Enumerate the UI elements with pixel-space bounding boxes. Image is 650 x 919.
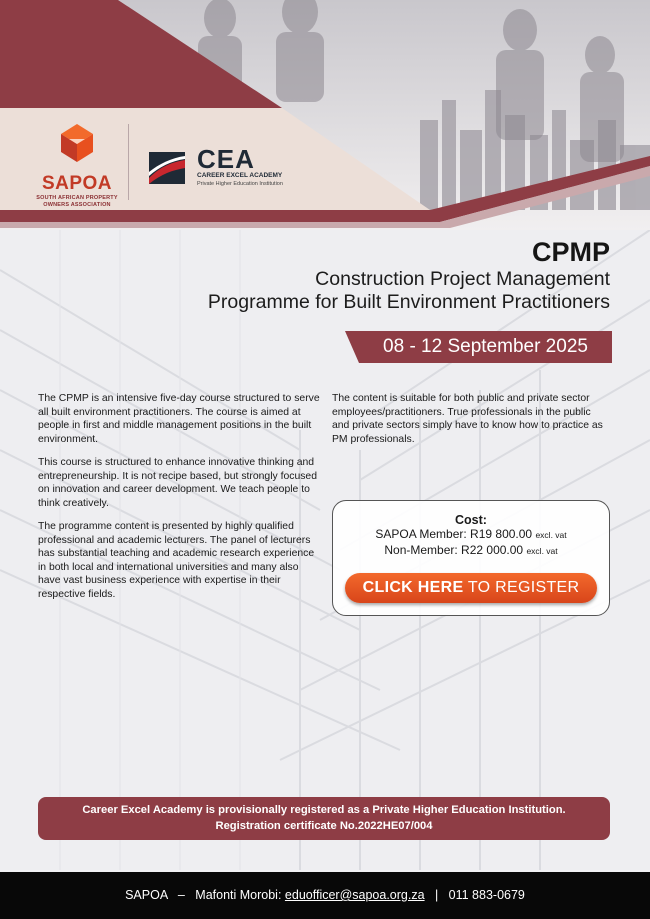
cea-logo-name: CEA: [197, 144, 255, 174]
programme-title-line-2: Programme for Built Environment Practitioners: [207, 291, 610, 313]
footer-email-link[interactable]: eduofficer@sapoa.org.za: [284, 888, 425, 902]
member-price-value: SAPOA Member: R19 800.00: [375, 527, 533, 541]
body-right-column: [332, 392, 610, 456]
register-button-rest: TO REGISTER: [463, 579, 580, 596]
sapoa-logo-subtitle-2: OWNERS ASSOCIATION: [43, 202, 111, 208]
nonmember-price: [333, 543, 609, 559]
member-vat-note: excl. vat: [535, 530, 567, 540]
body-paragraph: The CPMP is an intensive five-day course structured to serve all built environment practitioners. The course is aimed at people in first and middle management positions in the built environment.: [38, 393, 320, 445]
sapoa-logo-mark-icon: [55, 122, 99, 166]
registration-line-2: Registration certificate No.2022HE07/004: [215, 820, 433, 832]
sapoa-logo-subtitle-1: SOUTH AFRICAN PROPERTY: [36, 195, 118, 201]
title-block: [50, 236, 610, 314]
member-price: [333, 527, 609, 543]
page-title: CPMP: [531, 237, 610, 267]
footer-separator: |: [434, 888, 439, 902]
body-paragraph: The content is suitable for both public and private sector employees/practitioners. True professionals in the public and private sectors simply have to know how to practice as PM professionals.: [332, 393, 603, 445]
footer-org: SAPOA: [125, 888, 168, 902]
footer-contact-name: Mafonti Morobi:: [195, 888, 282, 902]
cost-box: [332, 500, 610, 616]
register-button[interactable]: [345, 573, 597, 603]
body-paragraph: This course is structured to enhance innovative thinking and entrepreneurship. It is not recipe based, but strongly focused on innovation and career development. We teach people to think creatively.: [38, 457, 317, 509]
contact-footer: [0, 872, 650, 919]
registration-line-1: Career Excel Academy is provisionally registered as a Private Higher Education Institution.: [82, 804, 566, 816]
cea-logo-subtitle-1: CAREER EXCEL ACADEMY: [197, 172, 283, 179]
cost-label: Cost:: [455, 513, 487, 527]
nonmember-vat-note: excl. vat: [526, 546, 558, 556]
programme-title-line-1: Construction Project Management: [315, 268, 610, 290]
date-banner: [359, 331, 612, 363]
footer-separator: –: [177, 888, 185, 902]
nonmember-price-value: Non-Member: R22 000.00: [384, 543, 524, 557]
sapoa-logo: [32, 122, 122, 209]
cea-logo-mark-icon: [145, 148, 189, 188]
footer-phone: 011 883-0679: [448, 888, 525, 902]
body-left-column: [38, 392, 320, 611]
course-dates: 08 - 12 September 2025: [383, 336, 588, 357]
sapoa-logo-name: SAPOA: [41, 173, 113, 194]
cea-logo-subtitle-2: Private Higher Education Institution: [197, 181, 283, 187]
register-button-bold: CLICK HERE: [362, 579, 464, 596]
body-paragraph: The programme content is presented by highly qualified professional and academic lecturers. The panel of lecturers has substantial teaching and academic research experience in both local and international universities and many also have vast business experience with expertise in their respective fields.: [38, 521, 315, 600]
logo-divider: [128, 124, 129, 200]
cea-logo: [145, 146, 295, 192]
registration-banner: [38, 797, 610, 840]
